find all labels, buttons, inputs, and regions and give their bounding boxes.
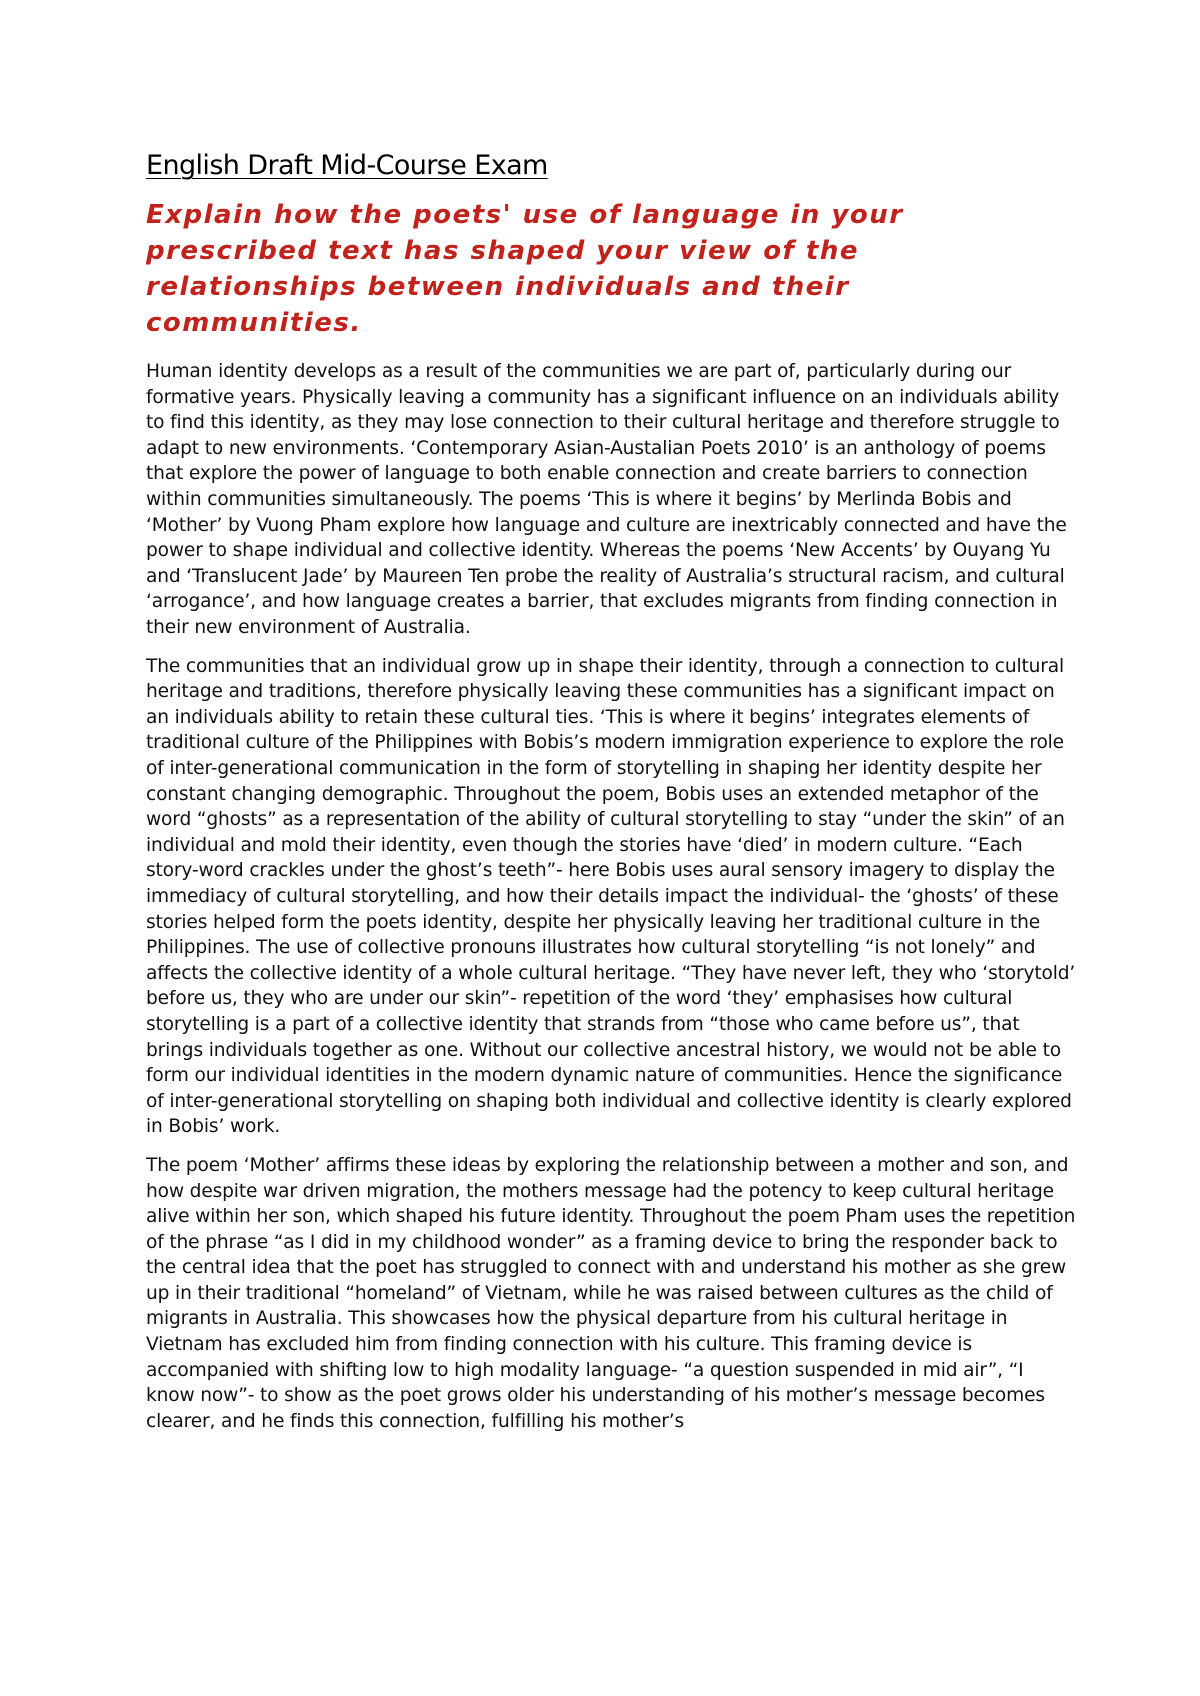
essay-question: Explain how the poets' use of language in your prescribed text has shaped your view of the relationships between individuals and their communities. — [146, 200, 904, 339]
paragraph-introduction: Human identity develops as a result of the communities we are part of, particularly during our formative years. Physically leaving a community has a significant influence on an individuals ability to find this identity, as they may lose connection to their cultural heritage and therefore struggle to adapt to new environments. ‘Contemporary Asian-Austalian Poets 2010’ is an anthology of poems that explore the power of language to both enable connection and create barriers to connection within communities simultaneously. The poems ‘This is where it begins’ by Merlinda Bobis and ‘Mother’ by Vuong Pham explore how language and culture are inextricably connected and have the power to shape individual and collective identity. Whereas the poems ‘New Accents’ by Ouyang Yu and ‘Translucent Jade’ by Maureen Ten probe the reality of Australia’s structural racism, and cultural ‘arrogance’, and how language creates a barrier, that excludes migrants from finding connection in their new environment of Australia. — [146, 361, 1067, 639]
document-body — [146, 148, 1076, 1447]
paragraph-body-2: The poem ‘Mother’ affirms these ideas by exploring the relationship between a mother and son, and how despite war driven migration, the mothers message had the potency to keep cultural heritage alive within her son, which shaped his future identity. Throughout the poem Pham uses the repetition of the phrase “as I did in my childhood wonder” as a framing device to bring the responder back to the central idea that the poet has struggled to connect with and understand his mother as she grew up in their traditional “homeland” of Vietnam, while he was raised between cultures as the child of migrants in Australia. This showcases how the physical departure from his cultural heritage in Vietnam has excluded him from finding connection with his culture. This framing device is accompanied with shifting low to high modality language- “a question suspended in mid air”, “I know now”- to show as the poet grows older his understanding of his mother’s message becomes clearer, and he finds this connection, fulfilling his mother’s — [146, 1154, 1076, 1432]
document-title: English Draft Mid-Course Exam — [146, 150, 548, 181]
paragraph-body-1: The communities that an individual grow up in shape their identity, through a connection to cultural heritage and traditions, therefore physically leaving these communities has a significant impact on an individuals ability to retain these cultural ties. ‘This is where it begins’ integrates elements of traditional culture of the Philippines with Bobis’s modern immigration experience to explore the role of inter-generational communication in the form of storytelling in shaping her identity despite her constant changing demographic. Throughout the poem, Bobis uses an extended metaphor of the word “ghosts” as a representation of the ability of cultural storytelling to stay “under the skin” of an individual and mold their identity, even though the stories have ‘died’ in modern culture. “Each story-word crackles under the ghost’s teeth”- here Bobis uses aural sensory imagery to display the immediacy of cultural storytelling, and how their details impact the individual- the ‘ghosts’ of these stories helped form the poets identity, despite her physically leaving her traditional culture in the Philippines. The use of collective pronouns illustrates how cultural storytelling “is not lonely” and affects the collective identity of a whole cultural heritage. “They have never left, they who ‘storytold’ before us, they who are under our skin”- repetition of the word ‘they’ emphasises how cultural storytelling is a part of a collective identity that strands from “those who came before us”, that brings individuals together as one. Without our collective ancestral history, we would not be able to form our individual identities in the modern dynamic nature of communities. Hence the significance of inter-generational storytelling on shaping both individual and collective identity is clearly explored in Bobis’ work. — [146, 655, 1076, 1138]
